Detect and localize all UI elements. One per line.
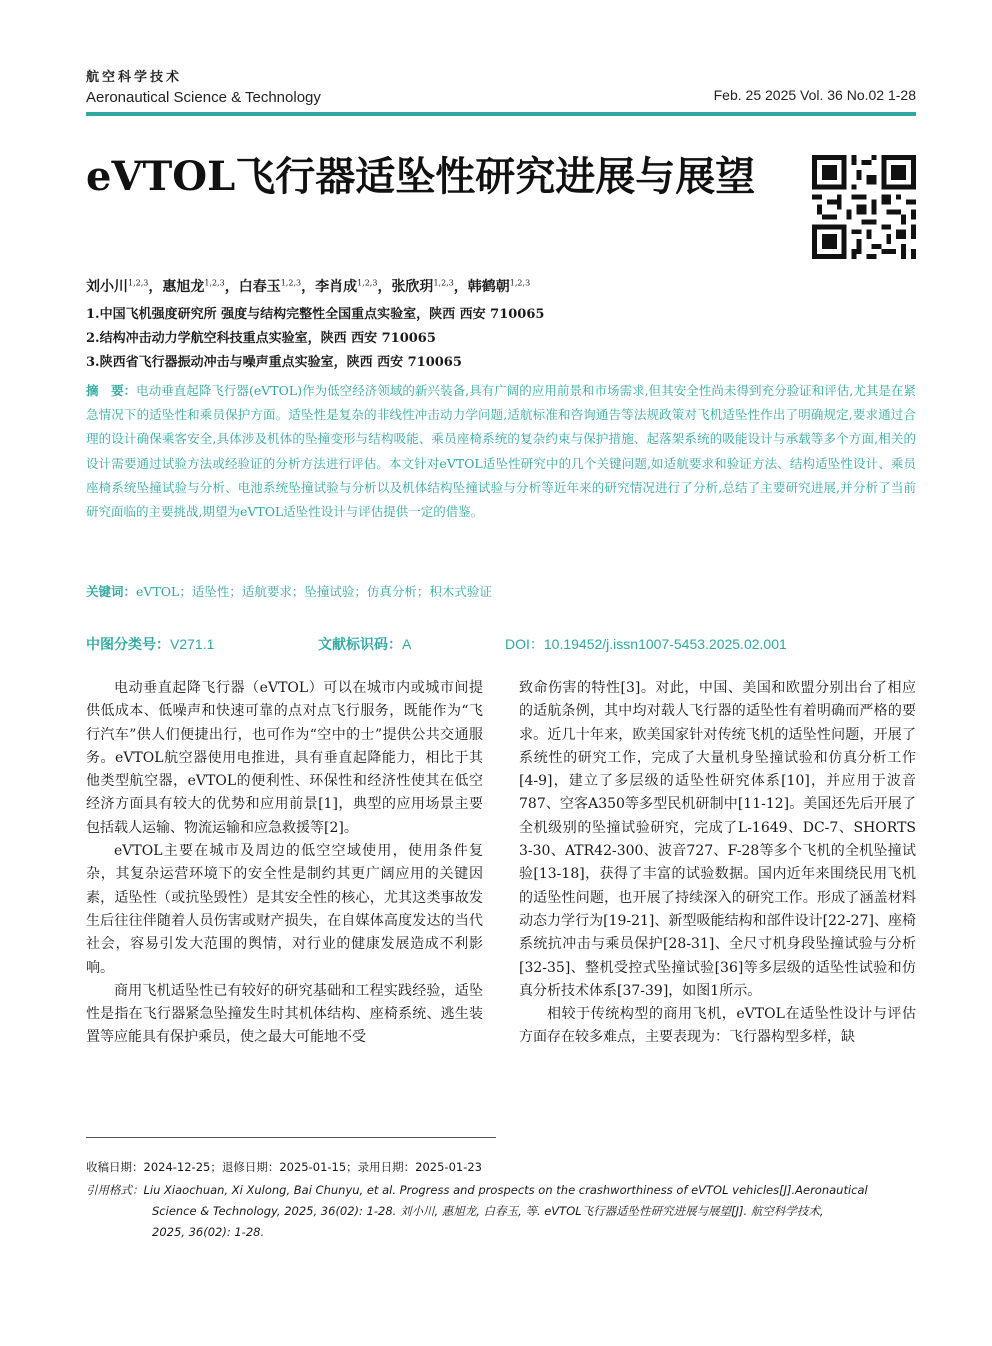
author-list: 刘小川$^{1,2,3}$，惠旭龙$^{1,2,3}$，白春玉$^{1,2,3}$，李肖成$^{1,2,3}$，张欣玥$^{1,2,3}$，韩鹤朝$^{1,2,3}$ <box>86 278 531 295</box>
abstract-label: 摘 要： <box>86 383 137 398</box>
citation-line: 引用格式：Liu Xiaochuan, Xi Xulong, Bai Chunyu, et al. Progress and prospects on the crashworthiness of eVTOL vehicles[J].Aeronautical <box>86 1183 868 1197</box>
author: 韩鹤朝$^{1,2,3}$ <box>467 278 531 295</box>
received-dates: 收稿日期：2024-12-25；退修日期：2025-01-15；录用日期：2025-01-23 <box>86 1160 482 1174</box>
body-column-right <box>519 677 916 1050</box>
author: 李肖成$^{1,2,3}$ <box>315 278 378 295</box>
journal-name-en: Aeronautical Science & Technology <box>86 89 321 106</box>
journal-name-cn: 航空科学技术 <box>86 70 183 85</box>
author: 刘小川$^{1,2,3}$ <box>86 278 149 295</box>
paragraph: 电动垂直起降飞行器（eVTOL）可以在城市内或城市间提供低成本、低噪声和快速可靠的点对点飞行服务，既能作为“飞行汽车”供人们便捷出行，也可作为“空中的士”提供公共交通服务。eVTOL航空器使用电推进，具有垂直起降能力，相比于其他类型航空器，eVTOL的便利性、环保性和经济性使其在低空经济方面具有较大的优势和应用前景[1]，典型的应用场景主要包括载人运输、物流运输和应急救援等[2]。 <box>86 680 483 836</box>
paragraph: 致命伤害的特性[3]。对此，中国、美国和欧盟分别出台了相应的适航条例，其中均对载人飞行器的适坠性有着明确而严格的要求。近几十年来，欧美国家针对传统飞机的适坠性问题，开展了系统性的研究工作，完成了大量机身坠撞试验和仿真分析工作[4-9]，建立了多层级的适坠性研究体系[10]，并应用于波音787、空客A350等多型民机研制中[11-12]。美国还先后开展了全机级别的坠撞试验研究，完成了L-1649、DC-7、SHORTS 3-30、ATR42-300、波音727、F-28等多个飞机的全机坠撞试验[13-18]，获得了丰富的试验数据。国内近年来围绕民用飞机的适坠性问题，也开展了持续深入的研究工作。形成了涵盖材料动态力学行为[19-21]、新型吸能结构和部件设计[22-27]、座椅系统抗冲击与乘员保护[28-31]、全尺寸机身段坠撞试验与分析[32-35]、整机受控式坠撞试验[36]等多层级的适坠性试验和仿真分析技术体系[37-39]，如图1所示。 <box>519 680 916 999</box>
document-code: 文献标识码：A <box>318 636 412 653</box>
abstract <box>86 379 916 524</box>
author: 张欣玥$^{1,2,3}$ <box>391 278 454 295</box>
clc-number: 中图分类号：V271.1 <box>86 636 215 653</box>
abstract-text: 电动垂直起降飞行器(eVTOL)作为低空经济领域的新兴装备,具有广阔的应用前景和市场需求,但其安全性尚未得到充分验证和评估,尤其是在紧急情况下的适坠性和乘员保护方面。适坠性是复杂的非线性冲击动力学问题,适航标准和咨询通告等法规政策对飞机适坠性作出了明确规定,要求通过合理的设计确保乘客安全,具体涉及机体的坠撞变形与结构吸能、乘员座椅系统的复杂约束与保护措施、起落架系统的吸能设计与承载等多个方面,相关的设计需要通过试验方法或经验证的分析方法进行评估。本文针对eVTOL适坠性研究中的几个关键问题,如适航要求和验证方法、结构适坠性设计、乘员座椅系统坠撞试验与分析、电池系统坠撞试验与分析以及机体结构坠撞试验与分析等近年来的研究情况进行了分析,总结了主要研究进展,并分析了当前研究面临的主要挑战,期望为eVTOL适坠性设计与评估提供一定的借鉴。 <box>86 383 916 520</box>
citation-line: Science & Technology, 2025, 36(02): 1-28. 刘小川, 惠旭龙, 白春玉, 等. eVTOL飞行器适坠性研究进展与展望[J]. 航空科学技术, <box>152 1204 824 1218</box>
affiliation-2: 2.结构冲击动力学航空科技重点实验室，陕西 西安 710065 <box>86 331 436 346</box>
doi-link[interactable]: DOI：10.19452/j.issn1007-5453.2025.02.001 <box>505 636 787 652</box>
keywords-text: eVTOL；适坠性；适航要求；坠撞试验；仿真分析；积木式验证 <box>136 584 492 599</box>
footnote-divider <box>86 1137 496 1138</box>
header-divider <box>86 112 916 116</box>
paragraph: eVTOL主要在城市及周边的低空空域使用，使用条件复杂，其复杂运营环境下的安全性是制约其更广阔应用的关键因素，适坠性（或抗坠毁性）是其安全性的核心，尤其这类事故发生后往往伴随着人员伤害或财产损失，在自媒体高度发达的当代社会，容易引发大范围的舆情，对行业的健康发展造成不利影响。 <box>86 843 483 976</box>
author: 惠旭龙$^{1,2,3}$ <box>162 278 225 295</box>
issue-info: Feb. 25 2025 Vol. 36 No.02 1-28 <box>713 87 916 103</box>
citation-format <box>86 1180 916 1243</box>
author: 白春玉$^{1,2,3}$ <box>238 278 302 295</box>
body-column-left <box>86 677 483 1050</box>
paragraph: 相较于传统构型的商用飞机，eVTOL在适坠性设计与评估方面存在较多难点，主要表现为：飞行器构型多样，缺 <box>519 1006 916 1046</box>
citation-line: 2025, 36(02): 1-28. <box>152 1225 265 1239</box>
paper-title: eVTOL飞行器适坠性研究进展与展望 <box>86 153 756 200</box>
keywords-label: 关键词： <box>86 584 137 599</box>
qr-code-icon[interactable] <box>812 155 916 259</box>
keywords <box>86 582 916 600</box>
paragraph: 商用飞机适坠性已有较好的研究基础和工程实践经验，适坠性是指在飞行器紧急坠撞发生时其机体结构、座椅系统、逃生装置等应能具有保护乘员，使之最大可能地不受 <box>86 982 483 1046</box>
affiliation-3: 3.陕西省飞行器振动冲击与噪声重点实验室，陕西 西安 710065 <box>86 355 462 370</box>
affiliation-1: 1.中国飞机强度研究所 强度与结构完整性全国重点实验室，陕西 西安 710065 <box>86 307 545 322</box>
